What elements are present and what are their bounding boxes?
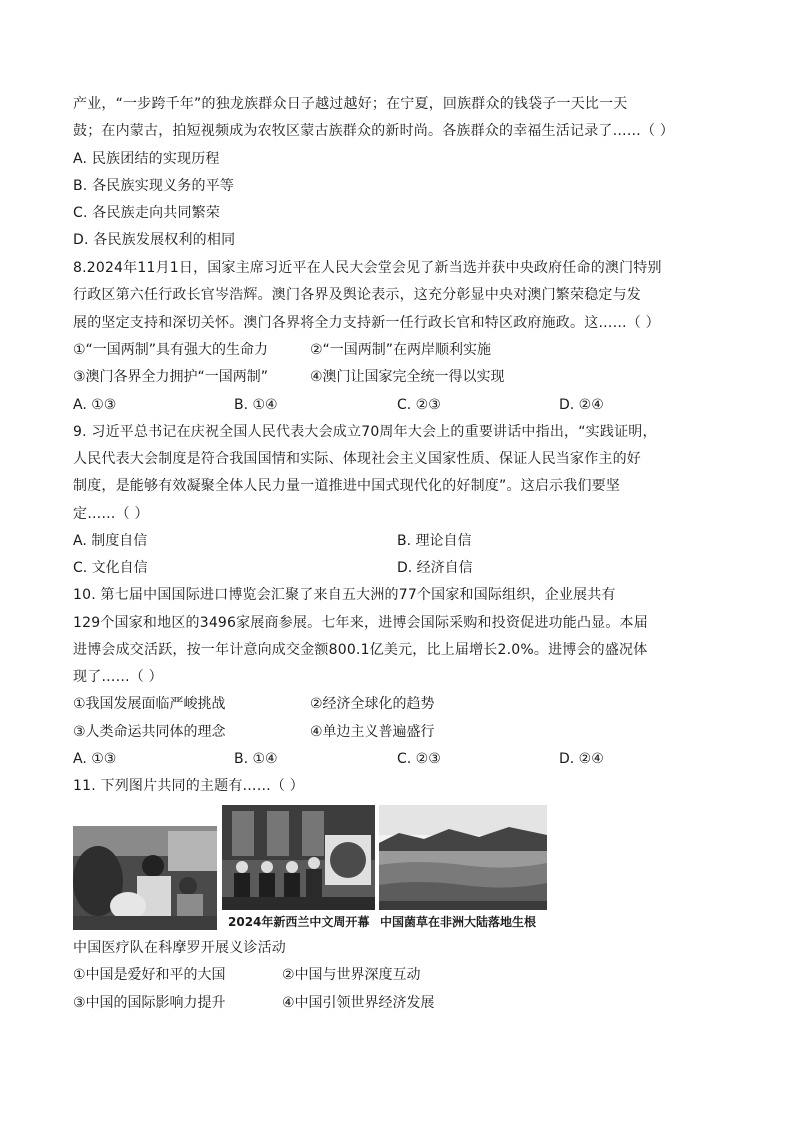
- q7-option-d: D. 各民族发展权利的相同: [73, 232, 236, 248]
- q8-statement-1: ①“一国两制”具有强大的生命力: [73, 342, 269, 358]
- q11-text-line1: 11. 下列图片共同的主题有……（ ）: [73, 778, 304, 794]
- q10-option-d: D. ②④: [559, 751, 604, 767]
- q10-statement-2: ②经济全球化的趋势: [310, 696, 435, 712]
- q11-statement-1: ①中国是爱好和平的大国: [73, 967, 226, 983]
- q8-statement-3: ③澳门各界全力拥护“一国两制”: [73, 369, 269, 385]
- q11-statement-4: ④中国引领世界经济发展: [282, 995, 435, 1011]
- q10-text-line4: 现了……（ ）: [73, 669, 163, 685]
- q7-option-c: C. 各民族走向共同繁荣: [73, 205, 221, 221]
- q9-text-line4: 定……（ ）: [73, 506, 149, 522]
- q10-text-line3: 进博会成交活跃，按一年计意向成交金额800.1亿美元，比上届增长2.0%。进博会的盛况体: [73, 642, 648, 658]
- q10-option-a: A. ①③: [73, 751, 117, 767]
- q7-text-line2: 鼓；在内蒙古，拍短视频成为农牧区蒙古族群众的新时尚。各族群众的幸福生活记录了……（ ）: [73, 123, 675, 139]
- q10-text-line2: 129个国家和地区的3496家展商参展。七年来，进博会国际采购和投资促进功能凸显。本届: [73, 615, 648, 631]
- q8-statement-4: ④澳门让国家完全统一得以实现: [310, 369, 505, 385]
- photo-juncao-africa: [379, 805, 547, 910]
- q8-text-line2: 行政区第六任行政长官岑浩辉。澳门各界及舆论表示，这充分彰显中央对澳门繁荣稳定与发: [73, 287, 641, 303]
- q8-option-d: D. ②④: [559, 397, 604, 413]
- caption-juncao-africa: 中国菌草在非洲大陆落地生根: [380, 915, 537, 929]
- q9-text-line1: 9. 习近平总书记在庆祝全国人民代表大会成立70周年大会上的重要讲话中指出，“实践证明，: [73, 424, 657, 440]
- q8-option-b: B. ①④: [234, 397, 278, 413]
- q8-option-a: A. ①③: [73, 397, 117, 413]
- photo-medical-team: [73, 826, 217, 930]
- caption-medical-team: 中国医疗队在科摩罗开展义诊活动: [73, 940, 286, 956]
- q7-option-a: A. 民族团结的实现历程: [73, 151, 220, 167]
- q7-text-line1: 产业，“一步跨千年”的独龙族群众日子越过越好；在宁夏，回族群众的钱袋子一天比一天: [73, 96, 628, 112]
- q11-statement-3: ③中国的国际影响力提升: [73, 995, 226, 1011]
- q9-text-line2: 人民代表大会制度是符合我国国情和实际、体现社会主义国家性质、保证人民当家作主的好: [73, 451, 641, 467]
- q10-statement-3: ③人类命运共同体的理念: [73, 724, 226, 740]
- q10-text-line1: 10. 第七届中国国际进口博览会汇聚了来自五大洲的77个国家和国际组织，企业展共有: [73, 587, 616, 603]
- q9-option-d: D. 经济自信: [397, 560, 473, 576]
- q10-statement-1: ①我国发展面临严峻挑战: [73, 696, 226, 712]
- q10-statement-4: ④单边主义普遍盛行: [310, 724, 435, 740]
- q8-text-line1: 8.2024年11月1日，国家主席习近平在人民大会堂会见了新当选并获中央政府任命的澳门特别: [73, 260, 662, 276]
- q8-option-c: C. ②③: [397, 397, 441, 413]
- q9-option-b: B. 理论自信: [397, 533, 472, 549]
- caption-nz-chinese-week: 2024年新西兰中文周开幕: [228, 915, 370, 929]
- q9-text-line3: 制度，是能够有效凝聚全体人民力量一道推进中国式现代化的好制度”。这启示我们要坚: [73, 478, 621, 494]
- photo-nz-chinese-week: [222, 805, 375, 910]
- photo-nz-chinese-week-image: [222, 805, 375, 910]
- photo-medical-team-image: [73, 826, 217, 930]
- q11-statement-2: ②中国与世界深度互动: [282, 967, 421, 983]
- q7-option-b: B. 各民族实现义务的平等: [73, 178, 235, 194]
- q9-option-c: C. 文化自信: [73, 560, 148, 576]
- q8-text-line3: 展的坚定支持和深切关怀。澳门各界将全力支持新一任行政长官和特区政府施政。这……（ ）: [73, 315, 660, 331]
- q8-statement-2: ②“一国两制”在两岸顺利实施: [310, 342, 492, 358]
- photo-juncao-africa-image: [379, 805, 547, 910]
- q9-option-a: A. 制度自信: [73, 533, 148, 549]
- q10-option-c: C. ②③: [397, 751, 441, 767]
- q10-option-b: B. ①④: [234, 751, 278, 767]
